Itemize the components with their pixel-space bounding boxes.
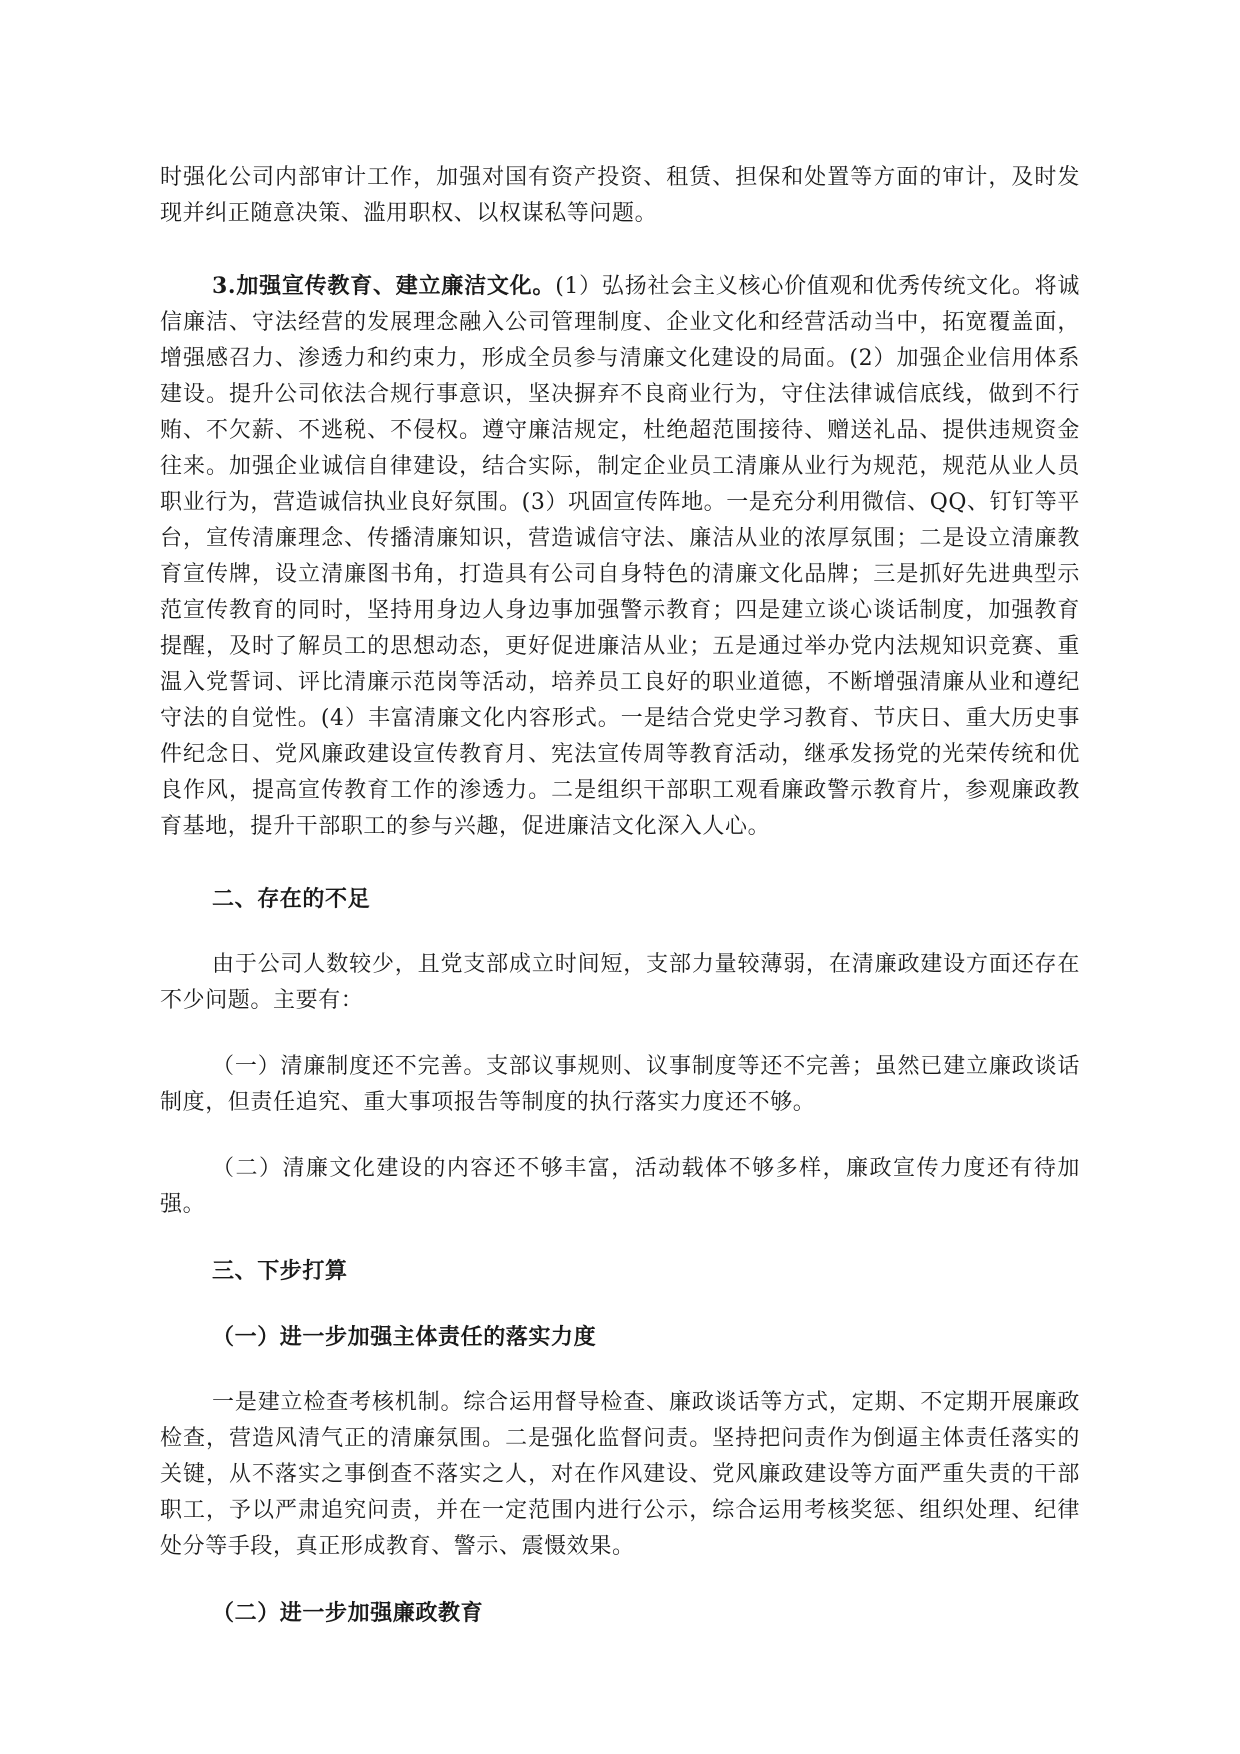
section-heading-shortcomings: 二、存在的不足 — [212, 886, 371, 912]
paragraph-culture-body: (1）弘扬社会主义核心价值观和优秀传统文化。将诚信廉洁、守法经营的发展理念融入公司管理制度、企业文化和经营活动当中，拓宽覆盖面，增强感召力、渗透力和约束力，形成全员参与清廉文化建设的局面。(2）加强企业信用体系建设。提升公司依法合规行事意识，坚决摒弃不良商业行为，守住法律诚信底线，做到不行贿、不欠薪、不逃税、不侵权。遵守廉洁规定，杜绝超范围接待、赠送礼品、提供违规资金往来。加强企业诚信自律建设，结合实际，制定企业员工清廉从业行为规范，规范从业人员职业行为，营造诚信执业良好氛围。(3）巩固宣传阵地。一是充分利用微信、QQ、钉钉等平台，宣传清廉理念、传播清廉知识，营造诚信守法、廉洁从业的浓厚氛围；二是设立清廉教育宣传牌，设立清廉图书角，打造具有公司自身特色的清廉文化品牌；三是抓好先进典型示范宣传教育的同时，坚持用身边人身边事加强警示教育；四是建立谈心谈话制度，加强教育提醒，及时了解员工的思想动态，更好促进廉洁从业；五是通过举办党内法规知识竞赛、重温入党誓词、评比清廉示范岗等活动，培养员工良好的职业道德，不断增强清廉从业和遵纪守法的自觉性。(4）丰富清廉文化内容形式。一是结合党史学习教育、节庆日、重大历史事件纪念日、党风廉政建设宣传教育月、宪法宣传周等教育活动，继承发扬党的光荣传统和优良作风，提高宣传教育工作的渗透力。二是组织干部职工观看廉政警示教育片，参观廉政教育基地，提升干部职工的参与兴趣，促进廉洁文化深入人心。 — [160, 274, 1080, 839]
paragraph-culture-lead: 3.加强宣传教育、建立廉洁文化。 — [212, 273, 556, 299]
paragraph-shortcoming-1: （一）清廉制度还不完善。支部议事规则、议事制度等还不完善；虽然已建立廉政谈话制度，但责任追究、重大事项报告等制度的执行落实力度还不够。 — [160, 1054, 1080, 1115]
section-heading-next-steps: 三、下步打算 — [212, 1258, 348, 1284]
paragraph-audit: 时强化公司内部审计工作，加强对国有资产投资、租赁、担保和处置等方面的审计，及时发现并纠正随意决策、滥用职权、以权谋私等问题。 — [160, 165, 1080, 226]
subheading-education: （二）进一步加强廉政教育 — [212, 1600, 484, 1626]
paragraph-shortcoming-2: （二）清廉文化建设的内容还不够丰富，活动载体不够多样，廉政宣传力度还有待加强。 — [160, 1156, 1080, 1217]
document-page — [160, 160, 1080, 1631]
paragraph-culture — [160, 268, 1080, 845]
paragraph-shortcomings-intro: 由于公司人数较少，且党支部成立时间短，支部力量较薄弱，在清廉政建设方面还存在不少问题。主要有： — [160, 952, 1080, 1013]
subheading-responsibility: （一）进一步加强主体责任的落实力度 — [212, 1324, 597, 1350]
paragraph-responsibility: 一是建立检查考核机制。综合运用督导检查、廉政谈话等方式，定期、不定期开展廉政检查，营造风清气正的清廉氛围。二是强化监督问责。坚持把问责作为倒逼主体责任落实的关键，从不落实之事倒查不落实之人，对在作风建设、党风廉政建设等方面严重失责的干部职工，予以严肃追究问责，并在一定范围内进行公示，综合运用考核奖惩、组织处理、纪律处分等手段，真正形成教育、警示、震慑效果。 — [160, 1390, 1080, 1559]
